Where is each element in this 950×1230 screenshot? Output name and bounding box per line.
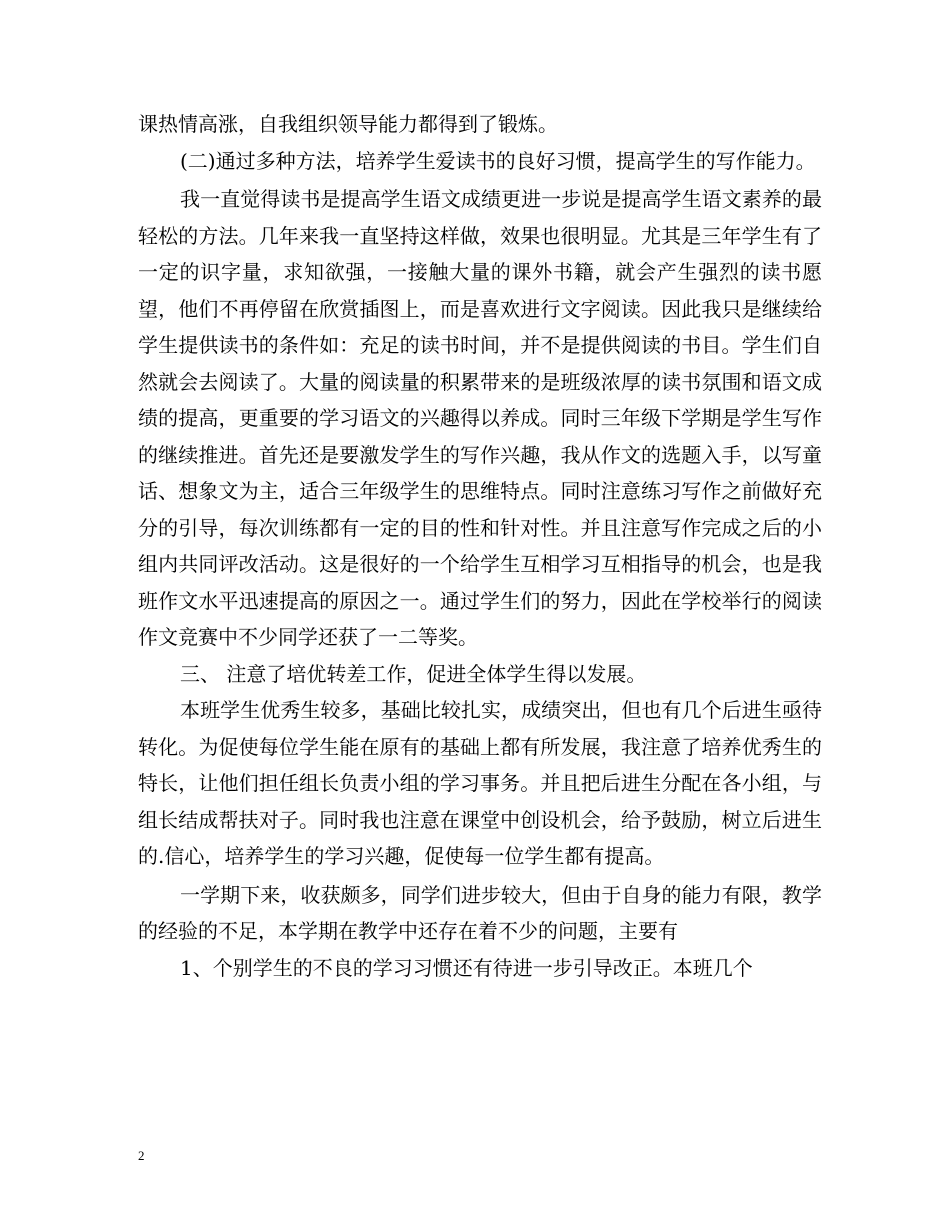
paragraph-problem-one: 1、个别学生的不良的学习习惯还有待进一步引导改正。本班几个 (180, 955, 753, 980)
section-heading-three: 三、 注意了培优转差工作，促进全体学生得以发展。 (180, 661, 647, 686)
paragraph-reading-method: 我一直觉得读书是提高学生语文成绩更进一步说是提高学生语文素养的最轻松的方法。几年来我一直坚持这样做，效果也很明显。尤其是三年学生有了一定的识字量，求知欲强，一接触大量的课外书籍，就会产生强烈的读书愿望，他们不再停留在欣赏插图上，而是喜欢进行文字阅读。因此我只是继续给学生提供读书的条件如：充足的读书时间，并不是提供阅读的书目。学生们自然就会去阅读了。大量的阅读量的积累带来的是班级浓厚的读书氛围和语文成绩的提高，更重要的学习语文的兴趣得以养成。同时三年级下学期是学生写作的继续推进。首先还是要激发学生的写作兴趣，我从作文的选题入手，以写童话、想象文为主，适合三年级学生的思维特点。同时注意练习写作之前做好充分的引导，每次训练都有一定的目的性和针对性。并且注意写作完成之后的小组内共同评改活动。这是很好的一个给学生互相学习互相指导的机会，也是我班作文水平迅速提高的原因之一。通过学生们的努力，因此在学校举行的阅读作文竞赛中不少同学还获了一二等奖。 (138, 187, 822, 649)
paragraph-continuation: 课热情高涨，自我组织领导能力都得到了锻炼。 (138, 112, 558, 136)
paragraph-semester-summary: 一学期下来，收获颇多，同学们进步较大，但由于自身的能力有限，教学的经验的不足，本学期在教学中还存在着不少的问题，主要有 (138, 882, 822, 943)
document-body (138, 106, 822, 986)
page-number: 2 (138, 1148, 145, 1163)
paragraph-student-development: 本班学生优秀生较多，基础比较扎实，成绩突出，但也有几个后进生亟待转化。为促使每位学生能在原有的基础上都有所发展，我注意了培养优秀生的特长，让他们担任组长负责小组的学习事务。并且把后进生分配在各小组，与组长结成帮扶对子。同时我也注意在课堂中创设机会，给予鼓励，树立后进生的.信心，培养学生的学习兴趣，促使每一位学生都有提高。 (138, 698, 822, 868)
section-heading-reading-habits: (二)通过多种方法，培养学生爱读书的良好习惯，提高学生的写作能力。 (180, 148, 816, 173)
